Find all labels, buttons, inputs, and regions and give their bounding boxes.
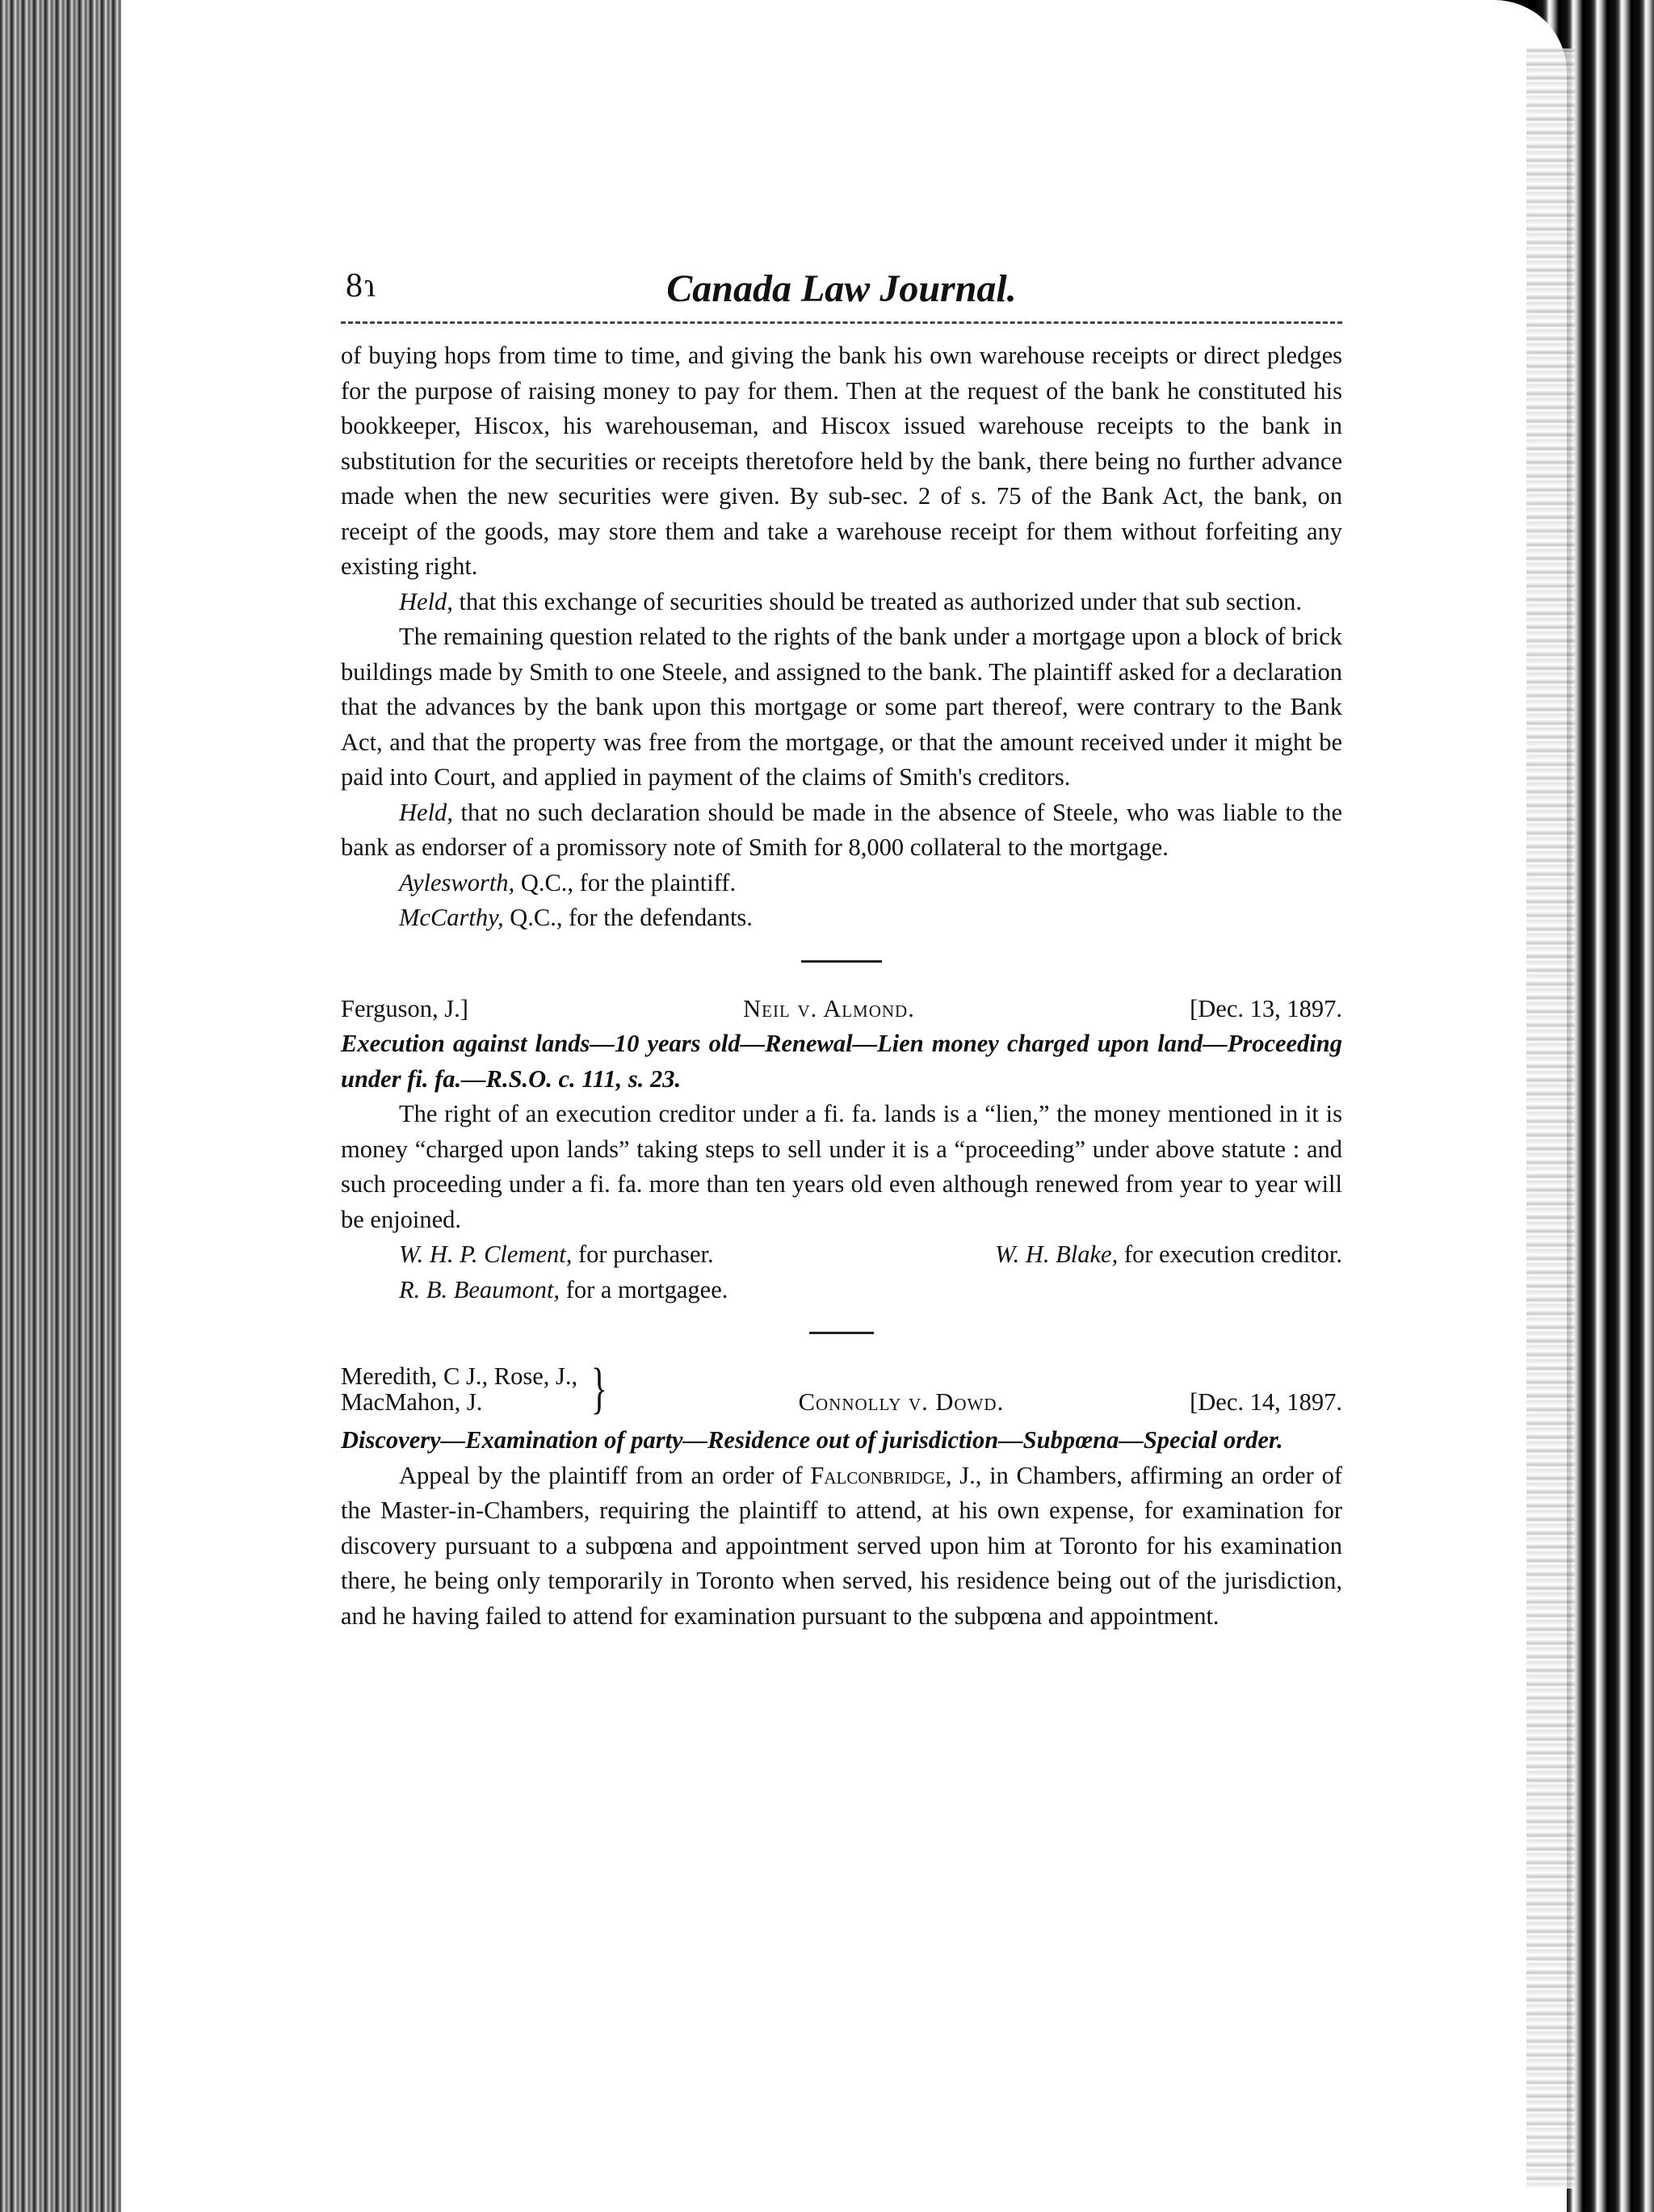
case-body <box>341 1459 1342 1635</box>
case-catchwords: Discovery—Examination of party—Residence out of jurisdiction—Subpœna—Special order. <box>341 1426 1283 1454</box>
case-judge: Ferguson, J.] <box>341 994 468 1022</box>
judges-lines <box>341 1363 577 1415</box>
case-body: The right of an execution creditor under a fi. fa. lands is a “lien,” the money mentioned in it is money “charged upon lands” taking steps to sell under it is a “proceeding” under above statute : and such proceeding under a fi. fa. more than ten years old even although renewed from year to year will be enjoined. <box>341 1100 1342 1233</box>
counsel-line <box>341 1237 1342 1273</box>
page-content <box>341 267 1342 1634</box>
counsel-role: for a mortgagee. <box>560 1275 728 1303</box>
case-header <box>341 992 1342 1027</box>
counsel-name: W. H. P. Clement, <box>399 1240 573 1268</box>
case-catchwords: Execution against lands—10 years old—Renewal—Lien money charged upon land—Proceeding under fi. fa.—R.S.O. c. 111, s. 23. <box>341 1030 1342 1093</box>
counsel-role: for purchaser. <box>572 1240 714 1268</box>
counsel-role: for execution creditor. <box>1118 1240 1342 1268</box>
counsel-entry <box>995 1237 1342 1273</box>
counsel-name: McCarthy, <box>399 904 504 931</box>
scan-right-speckle <box>1526 48 1575 2189</box>
held-text: that no such declaration should be made in the absence of Steele, who was liable to the bank as endorser of a promissory note of Smith for 8,000 collateral to the mortgage. <box>341 798 1342 861</box>
opening-paragraph: of buying hops from time to time, and giving the bank his own warehouse receipts or direct pledges for the purpose of raising money to pay for them. Then at the request of the bank he constituted his bookkeeper, Hiscox, his warehouseman, and Hiscox issued warehouse receipts to the bank in substitution for the securities or receipts theretofore held by the bank, there being no further advance made when the new securities were given. By sub-sec. 2 of s. 75 of the Bank Act, the bank, on receipt of the goods, may store them and take a warehouse receipt for them without forfeiting any existing right. <box>341 342 1342 580</box>
counsel-name: Aylesworth, <box>399 868 515 896</box>
counsel-role: Q.C., for the plaintiff. <box>514 868 737 896</box>
case-header <box>341 1358 1342 1420</box>
counsel-entry <box>399 1237 714 1273</box>
judge-name: Falconbridge <box>810 1461 946 1489</box>
mortgage-paragraph: The remaining question related to the rights of the bank under a mortgage upon a block of brick buildings made by Smith to one Steele, and assigned to the bank. The plaintiff asked for a declaration that the advances by the bank upon this mortgage or some part thereof, were contrary to the Bank Act, and that the property was free from the mortgage, or that the amount received under it might be paid into Court, and applied in payment of the claims of Smith's creditors. <box>341 623 1342 791</box>
journal-title: Canada Law Journal. <box>666 267 1017 310</box>
case-date: [Dec. 13, 1897. <box>1190 994 1342 1022</box>
section-separator <box>809 1332 874 1334</box>
held-label: Held, <box>399 798 453 826</box>
held-label: Held, <box>399 587 453 615</box>
counsel-line <box>341 900 1342 936</box>
brace-glyph: } <box>590 1358 608 1420</box>
counsel-line <box>341 1273 1342 1308</box>
case-date: [Dec. 14, 1897. <box>1190 1388 1342 1416</box>
running-head <box>341 267 1342 318</box>
counsel-name: R. B. Beaumont, <box>399 1275 560 1303</box>
body-text: , J., in Chambers, affirming an order of the Master-in-Chambers, requiring the plaintiff to attend, at his own expense, for examination for discovery pursuant to a subpœna and appointment served upon him at Toronto for his examination there, he being only temporarily in Toronto when served, his residence being out of the jurisdiction, and he having failed to attend for examination pursuant to the subpœna and appointment. <box>341 1461 1342 1630</box>
page-number: 8ɿ <box>346 267 377 304</box>
header-rule <box>341 321 1342 324</box>
case-title: Neil v. Almond. <box>743 994 915 1022</box>
judges-line: MacMahon, J. <box>341 1388 483 1416</box>
case-title: Connolly v. Dowd. <box>798 1388 1005 1416</box>
counsel-line <box>341 866 1342 901</box>
held-paragraph-2 <box>341 795 1342 866</box>
judges-line: Meredith, C J., Rose, J., <box>341 1362 578 1390</box>
held-paragraph-1 <box>341 585 1342 620</box>
counsel-role: Q.C., for the defendants. <box>503 904 753 931</box>
section-separator <box>801 960 882 963</box>
body-text: Appeal by the plaintiff from an order of <box>399 1461 811 1489</box>
counsel-name: W. H. Blake, <box>995 1240 1119 1268</box>
case-judges <box>341 1358 613 1420</box>
held-text: that this exchange of securities should be treated as authorized under that sub section. <box>452 587 1302 615</box>
